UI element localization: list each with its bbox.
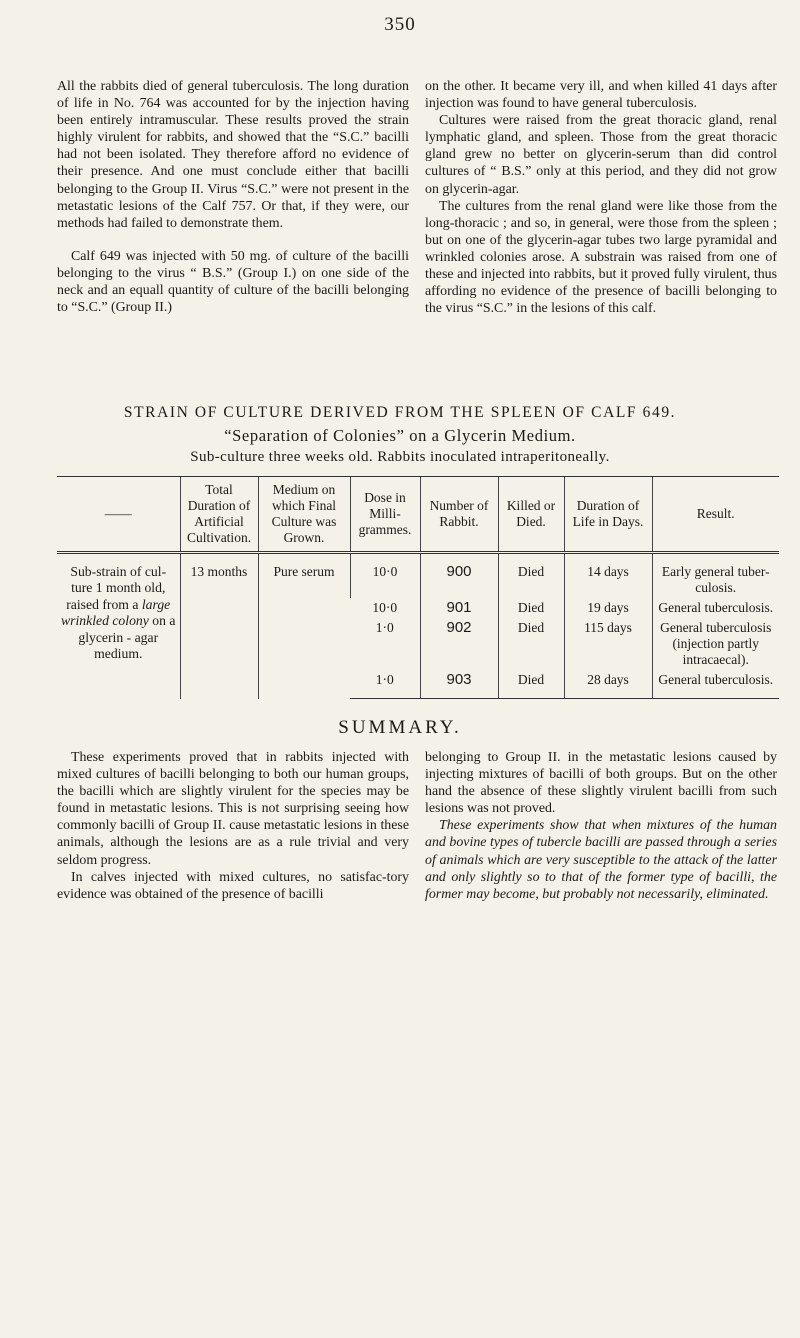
strain-description-cell <box>57 553 180 699</box>
results-table <box>57 476 779 699</box>
header-duration: Total Duration of Artificial Cultivation. <box>180 477 258 553</box>
result-cell: General tuberculosis (injection partly intracaecal). <box>652 618 779 670</box>
section-caption: Sub-culture three weeks old. Rabbits inoculated intraperitoneally. <box>190 449 610 465</box>
paragraph: In calves injected with mixed cultures, no satisfac-tory evidence was obtained of the presence of bacilli <box>57 869 409 902</box>
paragraph: Cultures were raised from the great thoracic gland, renal lymphatic gland, and spleen. Those from the great thoracic gland grew no better on glycerin-serum than did control cultures of “ B.S.” only at this period, and they did not grow on glycerin-agar. <box>425 113 777 197</box>
rabbit-number-cell: 900 <box>420 553 498 599</box>
paragraph: belonging to Group II. in the metastatic lesions caused by injecting mixtures of bacilli of both groups. But on the other hand the absence of these slightly virulent bacilli from such lesions was not proved. <box>425 750 777 817</box>
life-duration-cell: 28 days <box>564 670 652 699</box>
summary-right-column <box>425 749 777 903</box>
life-duration-cell: 14 days <box>564 553 652 599</box>
medium-cell: Pure serum <box>258 553 350 699</box>
summary-columns <box>57 749 777 903</box>
header-medium: Medium on which Final Culture was Grown. <box>258 477 350 553</box>
rabbit-number-cell: 901 <box>420 598 498 618</box>
header-life-duration: Duration of Life in Days. <box>564 477 652 553</box>
dose-cell: 1·0 <box>375 620 394 635</box>
rabbit-number-cell: 903 <box>420 670 498 699</box>
table-row <box>57 553 779 599</box>
life-duration-cell: 115 days <box>564 618 652 670</box>
killed-died-cell: Died <box>498 598 564 618</box>
killed-died-cell: Died <box>498 618 564 670</box>
paragraph: These experiments show that when mixtures of the human and bovine types of tubercle bacilli are passed through a series of animals which are very susceptible to the attack of the latter and only slightly so to that of the former type of bacilli, the former may become, but probably not necessarily, eliminated. <box>425 818 777 902</box>
dose-cell: 10·0 <box>372 600 398 615</box>
paragraph: The cultures from the renal gland were like those from the long-thoracic ; and so, in general, were those from the spleen ; but on one of the glycerin-agar tubes two large pyramidal and wrinkled colonies arose. A substrain was raised from one of these and injected into rabbits, but it proved fully virulent, thus affording no evidence of the presence of bacilli belonging to the virus “S.C.” in the lesions of this calf. <box>425 198 777 317</box>
header-killed-died: Killed or Died. <box>498 477 564 553</box>
summary-left-column <box>57 749 409 903</box>
summary-heading: SUMMARY. <box>338 717 462 738</box>
top-left-column <box>57 78 409 317</box>
dose-cell: 1·0 <box>350 670 420 699</box>
killed-died-cell: Died <box>498 670 564 699</box>
result-cell: General tuberculosis. <box>652 670 779 699</box>
top-text-columns <box>57 78 777 317</box>
section-subheading: “Separation of Colonies” on a Glycerin Medium. <box>224 426 576 445</box>
strain-text: on a glycerin - agar medium. <box>78 613 176 662</box>
result-cell: Early general tuber- culosis. <box>652 553 779 599</box>
rabbit-number-cell: 902 <box>420 618 498 670</box>
result-cell: General tuberculosis. <box>652 598 779 618</box>
paragraph: All the rabbits died of general tuberculosis. The long duration of life in No. 764 was accounted for by the injection having been entirely intramuscular. These results proved the strain highly virulent for rabbits, and showed that the “S.C.” bacilli had not been isolated. They therefore afford no evidence of their presence. And one must conclude either that bacilli belonging to the Group II. Virus “S.C.” were not present in the metastatic lesions of the Calf 757. Or that, if they were, our methods had failed to demonstrate them. <box>57 79 409 231</box>
dose-cell: 10·0 <box>350 553 420 599</box>
section-heading: STRAIN OF CULTURE DERIVED FROM THE SPLEEN OF CALF 649. <box>123 404 677 421</box>
header-dose: Dose in Milli-grammes. <box>350 477 420 553</box>
table-header-row <box>57 477 779 553</box>
header-blank: —— <box>57 477 180 553</box>
life-duration-cell: 19 days <box>564 598 652 618</box>
paragraph: on the other. It became very ill, and when killed 41 days after injection was found to have general tuberculosis. <box>425 79 777 112</box>
strain-text-italic: large <box>141 596 171 612</box>
killed-died-cell: Died <box>498 553 564 599</box>
duration-cell: 13 months <box>180 553 258 699</box>
top-right-column <box>425 78 777 317</box>
paragraph: Calf 649 was injected with 50 mg. of culture of the bacilli belonging to the virus “ B.S.” (Group I.) on one side of the neck and an equall quantity of culture of the bacilli belonging to “S.C.” (Group II.) <box>57 248 409 316</box>
header-result: Result. <box>652 477 779 553</box>
strain-text: Sub-strain of cul- ture 1 month old, raised from a <box>66 564 167 612</box>
paragraph: These experiments proved that in rabbits injected with mixed cultures of bacilli belonging to both our human groups, the bacilli which are slightly virulent for the species may be found in metastatic lesions. This is not surprising seeing how commonly bacilli of Group II. cause metastatic lesions in these animals, although the lesions are as a rule trivial and very seldom progress. <box>57 750 409 868</box>
page-number: 350 <box>384 14 416 35</box>
strain-text-italic: wrinkled colony <box>61 613 149 629</box>
header-rabbit-number: Number of Rabbit. <box>420 477 498 553</box>
